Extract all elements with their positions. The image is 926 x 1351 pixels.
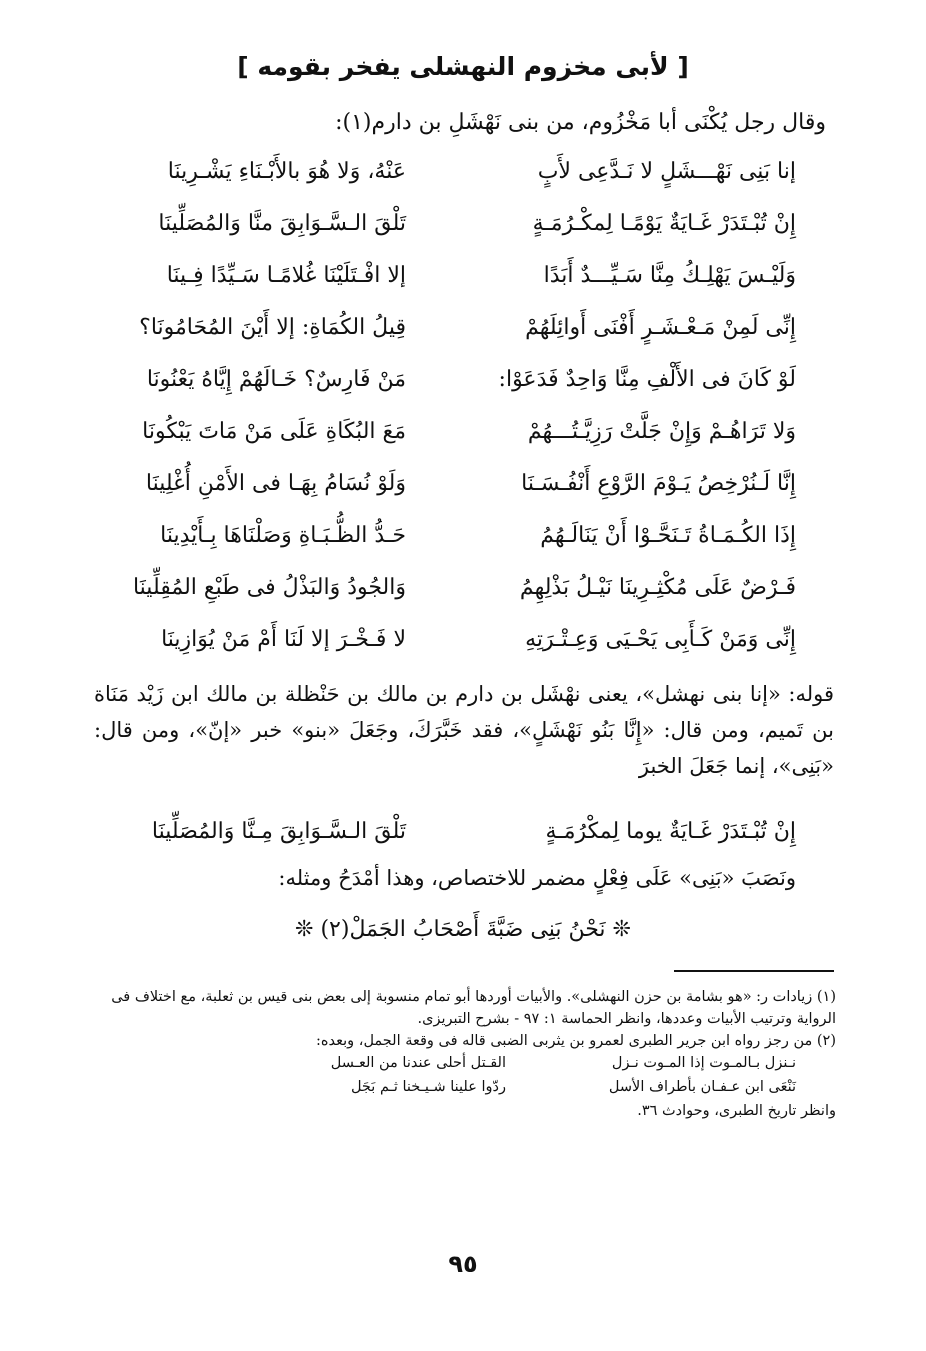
verse-second-hemistich: مَعَ البُكَاةِ عَلَى مَنْ مَاتَ يَبْكُونَا	[142, 419, 406, 444]
proverb-line: ❊ نَحْنُ بَنِى ضَبَّةَ أَصْحَابُ الجَمَلْ(٢) ❊	[295, 917, 631, 942]
verse-first-hemistich: إِنِّى لَمِنْ مَـعْـشَـرٍ أَفْنَى أَوائِلَهُمْ	[525, 315, 796, 340]
footnote-verse-second-half: ردّوا علينا شـيـخنا ثـم بَجَل	[350, 1079, 506, 1095]
commentary-paragraph: قوله: «إنا بنى نهشل»، يعنى نهْشَل بن دارم بن مالك بن حَنْظلة بن مالك ابن زَيْد مَنَاة بن تَميم، ومن قال: «إِنَّا بَنُو نَهْشَلٍ»، فقد خَبَّرَكَ، وجَعَلَ «بنو» خبر «إنّ»، ومن قال: «بَنِى»، إنما جَعَلَ الخبرَ	[94, 682, 834, 778]
footnote-2-intro: (٢) من رجز رواه ابن جرير الطبرى لعمرو بن يثربى الضبى قاله فى وقعة الجمل، وبعده:	[316, 1033, 836, 1049]
verse-second-hemistich: عَنْهُ، وَلا هُوَ بالأَبْـنَاءِ يَشْـرِينَا	[167, 159, 406, 184]
verse-second-hemistich: قِيلُ الكُمَاةِ: إلا أَيْنَ المُحَامُونَا؟	[139, 315, 406, 340]
cited-verse	[0, 812, 926, 852]
verse-second-hemistich: تَلْقَ الـسَّـوَابِقَ منَّا وَالمُصَلِّينَا	[158, 211, 406, 236]
footnote-divider	[674, 970, 834, 972]
verse-first-hemistich: إِذَا الكُـمَـاةُ تَـنَحَّـوْا أَنْ يَنَالَـهُمُ	[540, 523, 796, 548]
verse-first-hemistich: وَلَيْـسَ يَهْلِـكُ مِنَّا سَـيِّـــدٌ أَبَدًا	[543, 263, 796, 288]
footnote-verse-first-half: نـنزل بـالمـوت إذا المـوت نـزل	[611, 1055, 796, 1071]
footnote-2-end: وانظر تاريخ الطبرى، وحوادث ٣٦.	[637, 1103, 836, 1119]
verse-7	[0, 464, 926, 504]
footnote-verse-1	[96, 1052, 836, 1076]
footnotes	[96, 986, 836, 1122]
verse-9	[0, 568, 926, 608]
commentary	[94, 676, 834, 784]
verse-first-hemistich: لَوْ كَانَ فى الأَلْفِ مِنَّا وَاحِدٌ فَدَعَوْا:	[498, 367, 796, 392]
verse-3	[0, 256, 926, 296]
grammar-note: ونَصَبَ «بَنِى» عَلَى فِعْلٍ مضمر للاختصاص، وهذا أمْدَحُ ومثله:	[278, 866, 796, 890]
poem-title: [ لأبى مخزوم النهشلى يفخر بقومه ]	[237, 52, 689, 81]
page-number: ٩٥	[448, 1250, 478, 1278]
verse-first-hemistich: فَـرْضٌ عَلَى مُكْثِـرِينَا نَيْـلُ بَذْلِهِمُ	[519, 575, 796, 600]
verse-5	[0, 360, 926, 400]
verse-second-hemistich: إلا افْـتَلَيْنَا غُلامًـا سَـيِّدًا فِـينَا	[166, 263, 406, 288]
verse-first-hemistich: إِنِّى وَمَنْ كَـأَبِى يَحْـيَى وَعِـتْـرَتِهِ	[525, 627, 796, 652]
verse-first-hemistich: إِنْ تُبْـتَدَرْ غَـايَةٌ يَوْمًـا لِمكْـرُمَـةٍ	[532, 211, 796, 236]
cited-first-hemistich: إِنْ تُبْـتَدَرْ غَـايَةٌ يوما لِمكْرُمَـةٍ	[545, 819, 796, 844]
verse-10	[0, 620, 926, 660]
verse-first-hemistich: إنا بَنِى نَهْـــشَلٍ لا نَـدَّعِى لأَبٍ	[537, 159, 796, 184]
verse-6	[0, 412, 926, 452]
verse-first-hemistich: إِنَّا لَـنُرْخِصُ يَـوْمَ الرَّوْعِ أَنْفُـسَـنَا	[521, 471, 796, 496]
verse-second-hemistich: وَلَوْ نُسَامُ بِهَـا فى الأَمْنِ أُغْلِينَا	[145, 471, 406, 496]
verse-2	[0, 204, 926, 244]
verse-second-hemistich: حَـدُّ الظُّـبَـاةِ وَصَلْنَاهَا بِـأَيْدِينَا	[160, 523, 406, 548]
verse-1	[0, 152, 926, 192]
footnote-verse-2	[96, 1076, 836, 1100]
verse-4	[0, 308, 926, 348]
verse-second-hemistich: وَالجُودُ وَالبَذْلُ فى طَبْعِ المُقِلِّينَا	[132, 575, 406, 600]
verse-8	[0, 516, 926, 556]
footnote-verse-second-half: القـتل أحلى عندنا من العـسل	[330, 1055, 506, 1071]
footnote-verse-first-half: نَنْعَى ابن عـفـان بأطراف الأسل	[608, 1079, 796, 1095]
cited-second-hemistich: تَلْقَ الـسَّـوَابِقَ مِـنَّا وَالمُصَلِّينَا	[151, 819, 406, 844]
verse-second-hemistich: لا فَـخْـرَ إلا لَنَا أَمْ مَنْ يُوَازِينَا	[161, 627, 406, 652]
verse-second-hemistich: مَنْ فَارِسٌ؟ خَـالَهُمْ إِيَّاهُ يَعْنُونَا	[146, 367, 406, 392]
verse-first-hemistich: وَلا تَرَاهُـمْ وَإِنْ جَلَّتْ رَزِيَّـتُـــهُمْ	[527, 419, 796, 444]
footnote-1: (١) زيادات ر: «هو بشامة بن حزن النهشلى». والأبيات أوردها أبو تمام منسوبة إلى بعض بنى قيس بن ثعلبة، مع اختلاف فى الرواية وترتيب الأبيات وعددها، وانظر الحماسة ١: ٩٧ - بشرح التبريزى.	[111, 989, 836, 1027]
intro-line: وقال رجل يُكْنَى أبا مَخْزُوم، من بنى نَهْشَلِ بن دارم(١):	[335, 110, 826, 135]
